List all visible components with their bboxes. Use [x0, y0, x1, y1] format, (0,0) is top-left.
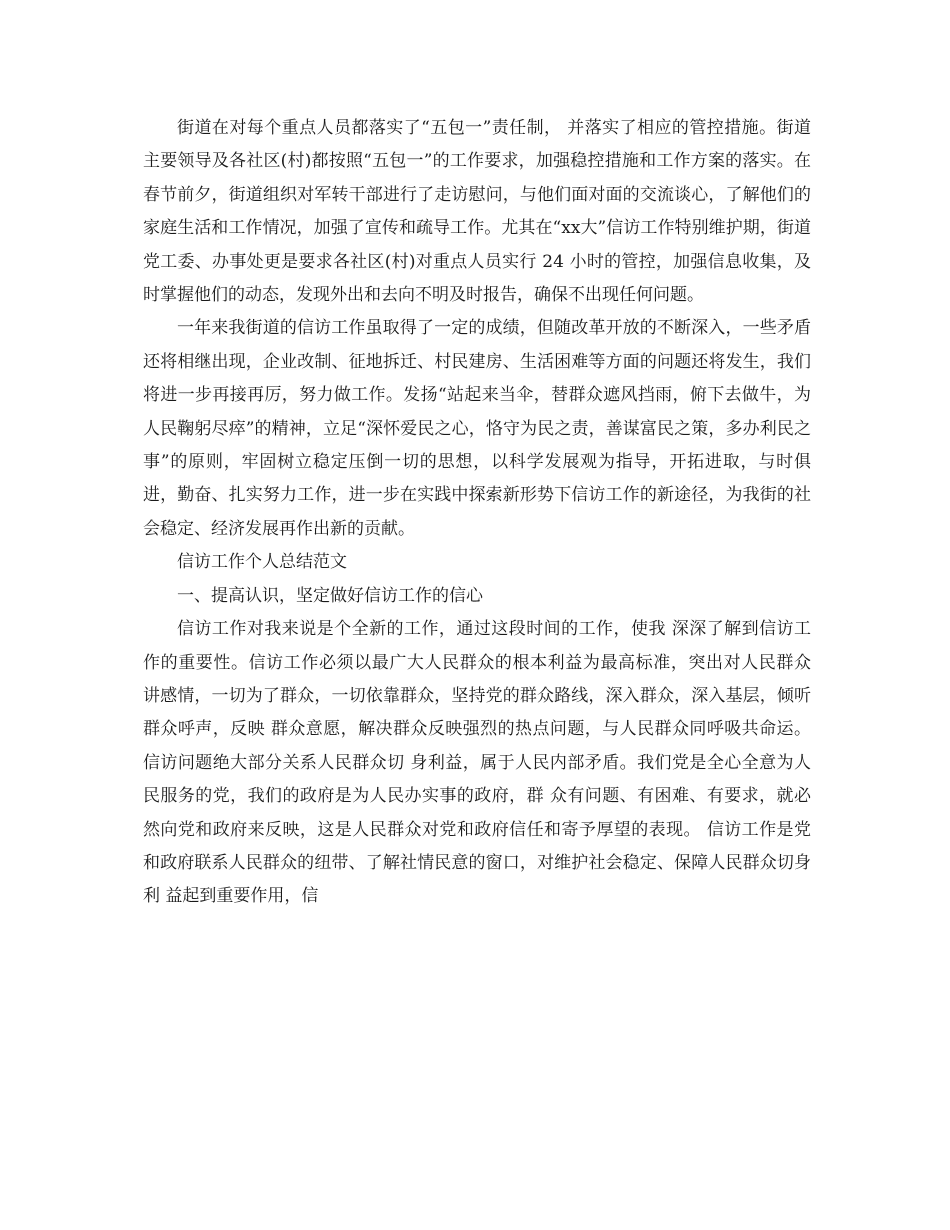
paragraph-annual-outlook: 一年来我街道的信访工作虽取得了一定的成绩，但随改革开放的不断深入，一些矛盾还将相继出现，企业改制、征地拆迁、村民建房、生活困难等方面的问题还将发生，我们将进一步再接再厉，努力做工作。发扬“站起来当伞，替群众遮风挡雨，俯下去做牛，为人民鞠躬尽瘁”的精神，立足“深怀爱民之心，恪守为民之责，善谋富民之策，多办利民之事”的原则，牢固树立稳定压倒一切的思想，以科学发展观为指导，开拓进取，与时俱进，勤奋、扎实努力工作，进一步在实践中探索新形势下信访工作的新途径，为我街的社会稳定、经济发展再作出新的贡献。: [143, 318, 811, 539]
paragraph-key-personnel-control: 街道在对每个重点人员都落实了“五包一”责任制， 并落实了相应的管控措施。街道主要领导及各社区(村)都按照“五包一”的工作要求，加强稳控措施和工作方案的落实。在春节前夕，街道组织对军转干部进行了走访慰问，与他们面对面的交流谈心，了解他们的家庭生活和工作情况，加强了宣传和疏导工作。尤其在“xx大”信访工作特别维护期，街道党工委、办事处更是要求各社区(村)对重点人员实行 24 小时的管控，加强信息收集，及时掌握他们的动态，发现外出和去向不明及时报告，确保不出现任何问题。: [143, 118, 811, 306]
document-body: [143, 112, 811, 914]
paragraph-importance-of-petition-work: 信访工作对我来说是个全新的工作，通过这段时间的工作，使我 深深了解到信访工作的重要性。信访工作必须以最广大人民群众的根本利益为最高标准，突出对人民群众 讲感情，一切为了群众，一切依靠群众，坚持党的群众路线，深入群众，深入基层，倾听群众呼声，反映 群众意愿，解决群众反映强烈的热点问题，与人民群众同呼吸共命运。信访问题绝大部分关系人民群众切 身利益，属于人民内部矛盾。我们党是全心全意为人民服务的党，我们的政府是为人民办实事的政府，群 众有问题、有困难、有要求，就必然向党和政府来反映，这是人民群众对党和政府信任和寄予厚望的表现。 信访工作是党和政府联系人民群众的纽带、了解社情民意的窗口，对维护社会稳定、保障人民群众切身利 益起到重要作用，信: [143, 619, 811, 907]
document-title: 信访工作个人总结范文: [177, 552, 347, 573]
section-heading: 一、提高认识，坚定做好信访工作的信心: [177, 585, 483, 606]
